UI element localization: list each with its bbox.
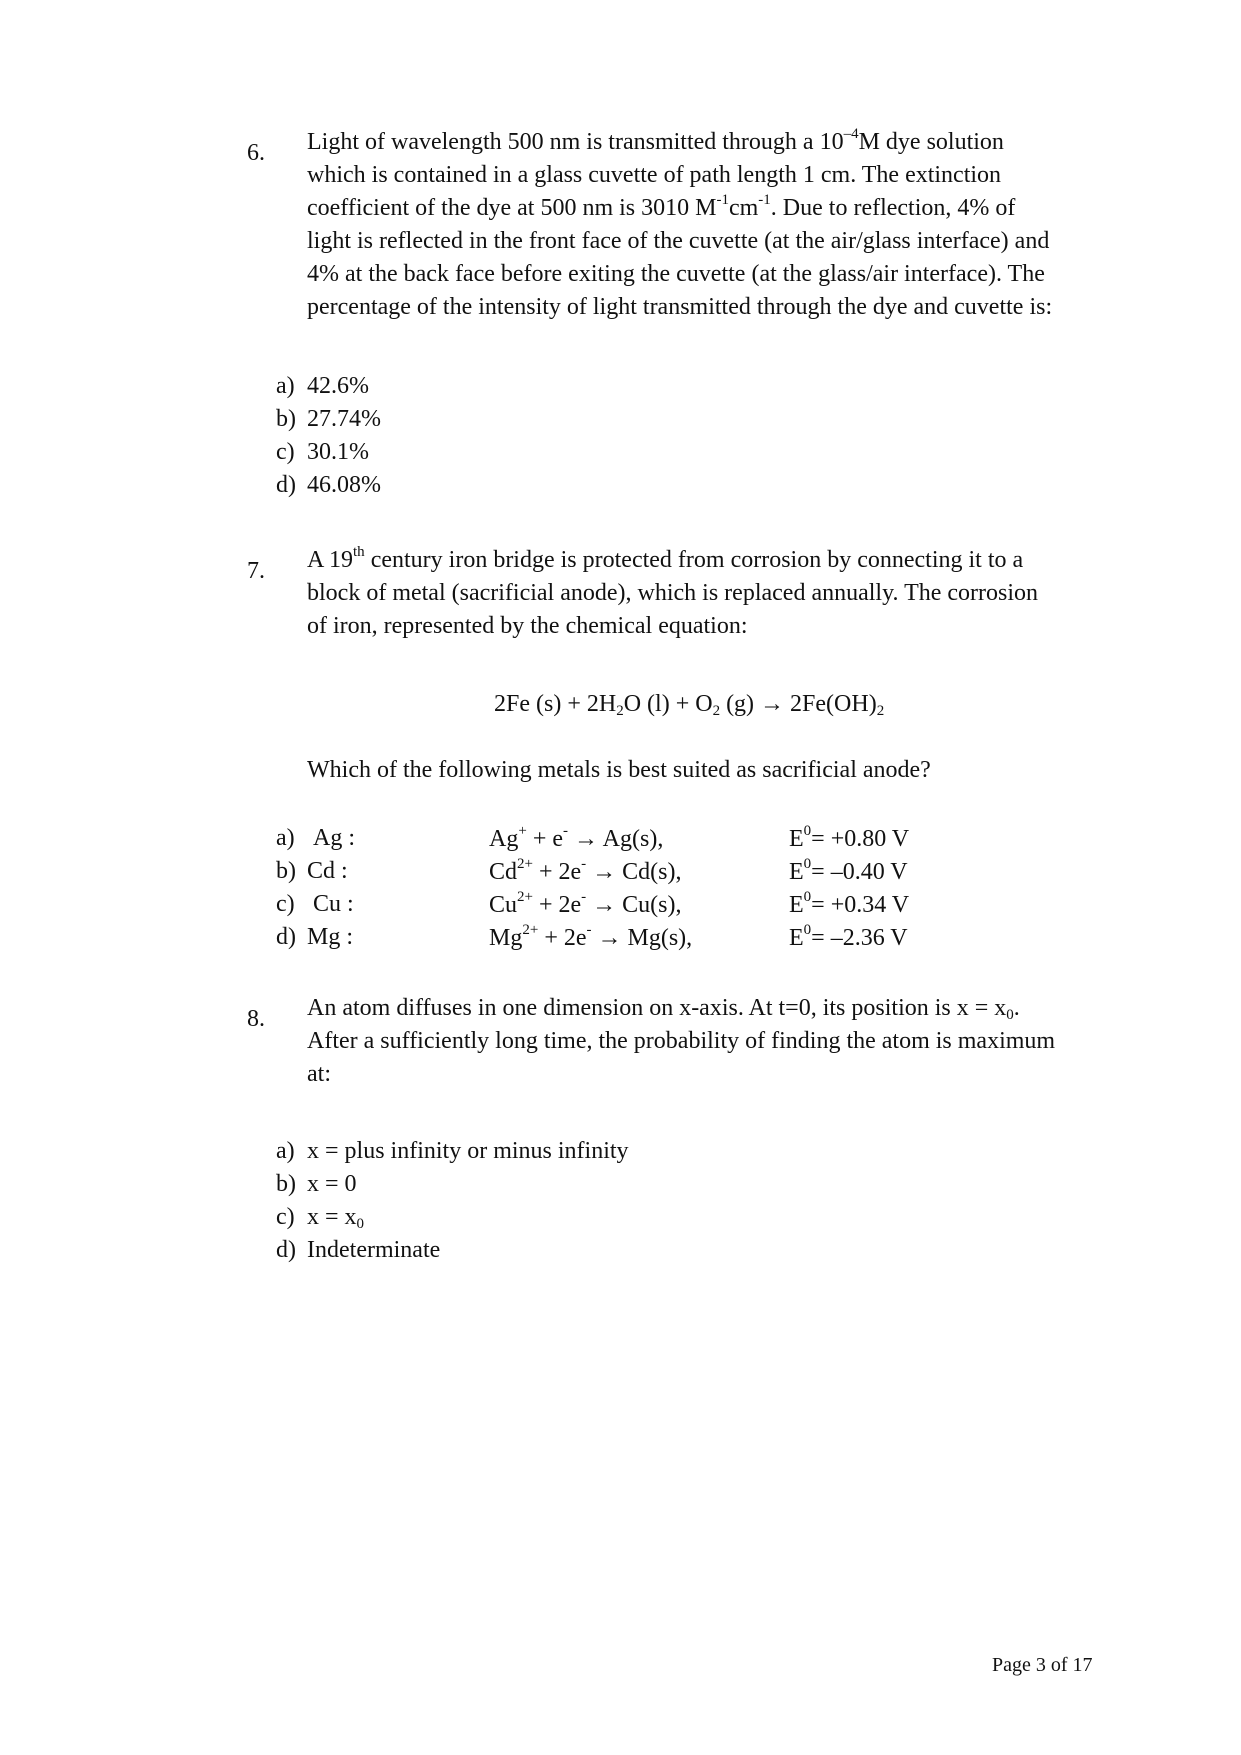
text-line: A 19th century iron bridge is protected from corrosion by connecting it to a: [307, 544, 1024, 573]
text-line: coefficient of the dye at 500 nm is 3010 $M^{-1}cm^{-1}$. Due to reflection, 4% of: [307, 192, 1016, 221]
question-number: 7.: [247, 558, 265, 584]
metal-name: Ag :: [313, 825, 355, 851]
metal-name: Cu :: [313, 891, 354, 917]
standard-potential: $E^0= +0.80$ V: [789, 823, 910, 852]
question-number: 8.: [247, 1006, 265, 1032]
text-line: 4% at the back face before exiting the cuvette (at the glass/air interface). The: [307, 261, 1045, 287]
standard-potential: $E^0= +0.34$ V: [789, 889, 910, 918]
metal-name: Cd :: [307, 858, 348, 884]
text-line: at:: [307, 1061, 331, 1087]
half-reaction: $Mg^{2+} + 2e^- \to Mg(s)$,: [489, 922, 693, 951]
q8-option-c: c) $x = x_0$: [276, 1204, 365, 1232]
metal-name: Mg :: [307, 924, 354, 950]
question-prompt: Which of the following metals is best suited as sacrificial anode?: [307, 757, 931, 783]
text-line: Light of wavelength 500 nm is transmitted through a $10^{-4}M$ dye solution: [307, 126, 1004, 155]
standard-potential: $E^0= -2.36$ V: [789, 922, 908, 951]
q8-option-b: b) x = 0: [276, 1171, 357, 1197]
q8-option-d: d) Indeterminate: [276, 1237, 441, 1263]
chemical-equation: 2Fe $(s) + 2H_2O$ $(l) + O_2$ $(g) \to 2Fe(OH)_2$: [494, 691, 885, 719]
q6-option-c: c) 30.1%: [276, 439, 369, 465]
q6-option-b: b) 27.74%: [276, 406, 381, 432]
q6-option-a: a) 42.6%: [276, 373, 369, 399]
half-reaction: $Cu^{2+} + 2e^- \to Cu(s)$,: [489, 889, 682, 918]
q8-option-a: a) x = plus infinity or minus infinity: [276, 1138, 629, 1164]
text-line: percentage of the intensity of light transmitted through the dye and cuvette is:: [307, 294, 1053, 320]
text-line: An atom diffuses in one dimension on x-axis. At t=0, its position is $x = x_0$.: [307, 995, 1020, 1023]
text-line: of iron, represented by the chemical equation:: [307, 613, 748, 639]
text-line: light is reflected in the front face of the cuvette (at the air/glass interface) and: [307, 228, 1050, 254]
text-line: which is contained in a glass cuvette of path length 1 cm. The extinction: [307, 162, 1002, 188]
standard-potential: $E^0= -0.40$ V: [789, 856, 908, 885]
text-line: After a sufficiently long time, the probability of finding the atom is maximum: [307, 1028, 1056, 1054]
question-text: [307, 992, 1097, 1091]
question-text: [307, 126, 1097, 324]
half-reaction: Ag+ + e- → Ag(s),: [489, 823, 664, 852]
text-line: block of metal (sacrificial anode), which is replaced annually. The corrosion: [307, 580, 1039, 606]
question-number: 6.: [247, 140, 265, 166]
page-number: Page 3 of 17: [992, 1654, 1093, 1676]
half-reaction: $Cd^{2+} + 2e^- \to Cd(s)$,: [489, 856, 682, 885]
q6-option-d: d) 46.08%: [276, 472, 381, 498]
question-text: [307, 544, 1097, 643]
